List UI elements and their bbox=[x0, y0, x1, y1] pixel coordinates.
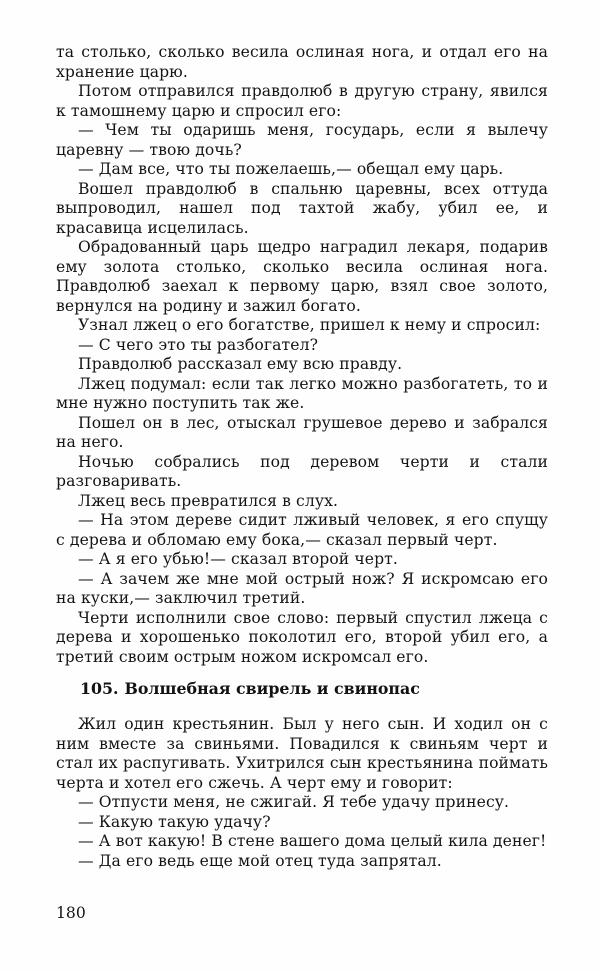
story-text-top bbox=[56, 43, 548, 667]
paragraph: Обрадованный царь щедро наградил лекаря, подарив ему золота столько, сколько весила ослиная нога. Правдолюб заехал к первому царю, взял свое золото, вернулся на родину и зажил богато. bbox=[56, 238, 548, 315]
paragraph: та столько, сколько весила ослиная нога, и отдал его на хранение царю. bbox=[56, 43, 548, 81]
paragraph: — А вот какую! В стене вашего дома целый кила денег! bbox=[78, 832, 547, 850]
story-text-bottom bbox=[56, 715, 548, 871]
paragraph: Лжец подумал: если так легко можно разбогатеть, то и мне нужно поступить так же. bbox=[56, 374, 548, 412]
paragraph: — Отпусти меня, не сжигай. Я тебе удачу принесу. bbox=[78, 793, 510, 811]
paragraph: Ночью собрались под деревом черти и стали разговаривать. bbox=[56, 452, 548, 490]
paragraph: — Дам все, что ты пожелаешь,— обещал ему царь. bbox=[78, 160, 504, 178]
paragraph: — А я его убью!— сказал второй черт. bbox=[78, 550, 398, 568]
paragraph: — С чего это ты разбогател? bbox=[78, 335, 319, 354]
paragraph: Вошел правдолюб в спальню царевны, всех оттуда выпроводил, нашел под тахтой жабу, убил ее, и красавица исцелилась. bbox=[56, 179, 548, 237]
page-number: 180 bbox=[56, 904, 86, 922]
paragraph: Жил один крестьянин. Был у него сын. И ходил он с ним вместе за свиньями. Повадился к свиньям черт и стал их распугивать. Ухитрился сын крестьянина поймать черта и хотел его сжечь. А черт ему и говорит: bbox=[56, 715, 548, 792]
section-title: Волшебная свирель и свинопас bbox=[124, 679, 420, 698]
paragraph: — На этом дереве сидит лживый человек, я его спущу с дерева и обломаю ему бока,— сказал первый черт. bbox=[56, 511, 548, 549]
paragraph: — Какую такую удачу? bbox=[78, 812, 271, 831]
section-heading bbox=[80, 679, 420, 698]
paragraph: — А зачем же мне мой острый нож? Я искромсаю его на куски,— заключил третий. bbox=[56, 569, 548, 607]
section-number: 105. bbox=[80, 679, 119, 698]
paragraph: Узнал лжец о его богатстве, пришел к нему и спросил: bbox=[78, 316, 541, 334]
paragraph: Лжец весь превратился в слух. bbox=[78, 491, 339, 510]
paragraph: Черти исполнили свое слово: первый спустил лжеца с дерева и хорошенько поколотил его, второй убил его, а третий своим острым ножом искромсал его. bbox=[56, 608, 548, 666]
paragraph: — Да его ведь еще мой отец туда запрятал. bbox=[78, 851, 442, 870]
paragraph: Потом отправился правдолюб в другую страну, явился к тамошнему царю и спросил его: bbox=[56, 82, 548, 120]
paragraph: Пошел он в лес, отыскал грушевое дерево и забрался на него. bbox=[56, 413, 548, 451]
paragraph: — Чем ты одаришь меня, государь, если я вылечу царевну — твою дочь? bbox=[56, 121, 548, 159]
paragraph: Правдолюб рассказал ему всю правду. bbox=[78, 355, 403, 373]
